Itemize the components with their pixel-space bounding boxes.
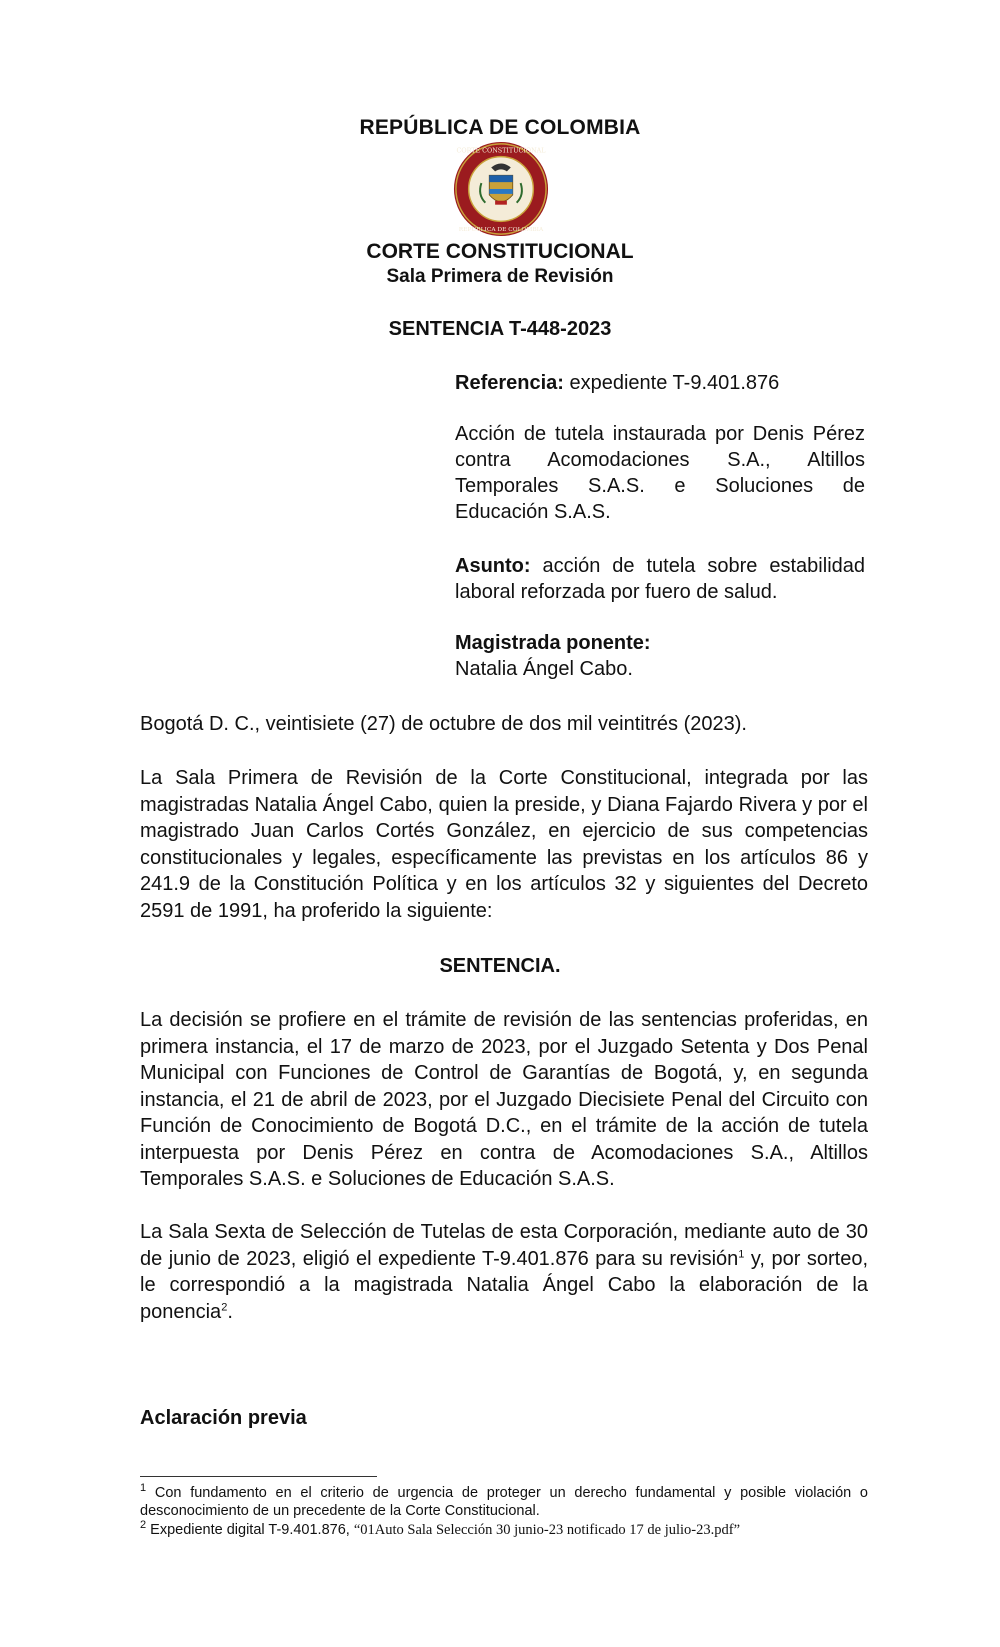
asunto-block [455,553,865,605]
action-description: Acción de tutela instaurada por Denis Pérez contra Acomodaciones S.A., Altillos Temporales S.A.S. e Soluciones de Educación S.A.S. [455,423,865,523]
asunto-label: Asunto: [455,555,531,577]
selection-text-b: y, por sorteo, le correspondió a la magistrada Natalia Ángel Cabo la elaboración de la ponencia [140,1247,868,1323]
svg-text:REPÚBLICA DE COLOMBIA: REPÚBLICA DE COLOMBIA [458,227,544,234]
aclaracion-heading: Aclaración previa [140,1407,307,1429]
footnote-divider [140,1476,377,1477]
sentencia-heading: SENTENCIA. [439,955,561,977]
asunto-value: acción de tutela sobre estabilidad laboral reforzada por fuero de salud. [455,555,865,603]
footnote-1 [140,1484,868,1520]
footnote-2 [140,1521,868,1539]
corte-constitucional-seal-icon [452,140,550,238]
chamber-heading: Sala Primera de Revisión [386,266,614,287]
magistrada-label: Magistrada ponente: [455,632,651,654]
selection-text-c: . [227,1300,233,1323]
sentence-number: SENTENCIA T-448-2023 [388,318,612,340]
reference-label: Referencia: [455,372,564,394]
footnote-1-text: Con fundamento en el criterio de urgencia de proteger un derecho fundamental y posible violación o desconocimiento de un precedente de la Corte Constitucional. [140,1485,868,1519]
svg-text:CORTE CONSTITUCIONAL: CORTE CONSTITUCIONAL [456,146,546,155]
magistrada-name: Natalia Ángel Cabo. [455,658,633,680]
paragraph-selection [140,1219,868,1325]
selection-text-a: La Sala Sexta de Selección de Tutelas de esta Corporación, mediante auto de 30 de junio de 2023, eligió el expediente T-9.401.876 para su revisión [140,1221,868,1270]
footnote-1-number: 1 [140,1482,147,1495]
magistrada-block [455,630,865,682]
footnote-2-filename: “01Auto Sala Selección 30 junio-23 notificado 17 de julio-23.pdf” [353,1522,741,1538]
court-heading: CORTE CONSTITUCIONAL [366,240,634,263]
reference-block [455,370,865,396]
reference-value: expediente T-9.401.876 [563,372,780,394]
footnote-ref-1[interactable]: 1 [738,1247,745,1260]
country-heading: REPÚBLICA DE COLOMBIA [359,116,641,139]
footnote-2-text: Expediente digital T-9.401.876, [146,1522,354,1538]
footnote-2-number: 2 [140,1519,147,1532]
date-line: Bogotá D. C., veintisiete (27) de octubre de dos mil veintitrés (2023). [140,713,747,735]
footnote-ref-2[interactable]: 2 [221,1300,228,1313]
paragraph-composition: La Sala Primera de Revisión de la Corte Constitucional, integrada por las magistradas Natalia Ángel Cabo, quien la preside, y Diana Fajardo Rivera y por el magistrado Juan Carlos Cortés González, en ejercicio de sus competencias constitucionales y legales, específicamente las previstas en los artículos 86 y 241.9 de la Constitución Política y en los artículos 32 y siguientes del Decreto 2591 de 1991, ha proferido la siguiente: [140,767,868,922]
paragraph-decision: La decisión se profiere en el trámite de revisión de las sentencias proferidas, en primera instancia, el 17 de marzo de 2023, por el Juzgado Setenta y Dos Penal Municipal con Funciones de Control de Garantías de Bogotá, y, en segunda instancia, el 21 de abril de 2023, por el Juzgado Diecisiete Penal del Circuito con Función de Conocimiento de Bogotá D.C., en el trámite de la acción de tutela interpuesta por Denis Pérez en contra de Acomodaciones S.A., Altillos Temporales S.A.S. e Soluciones de Educación S.A.S. [140,1009,868,1190]
